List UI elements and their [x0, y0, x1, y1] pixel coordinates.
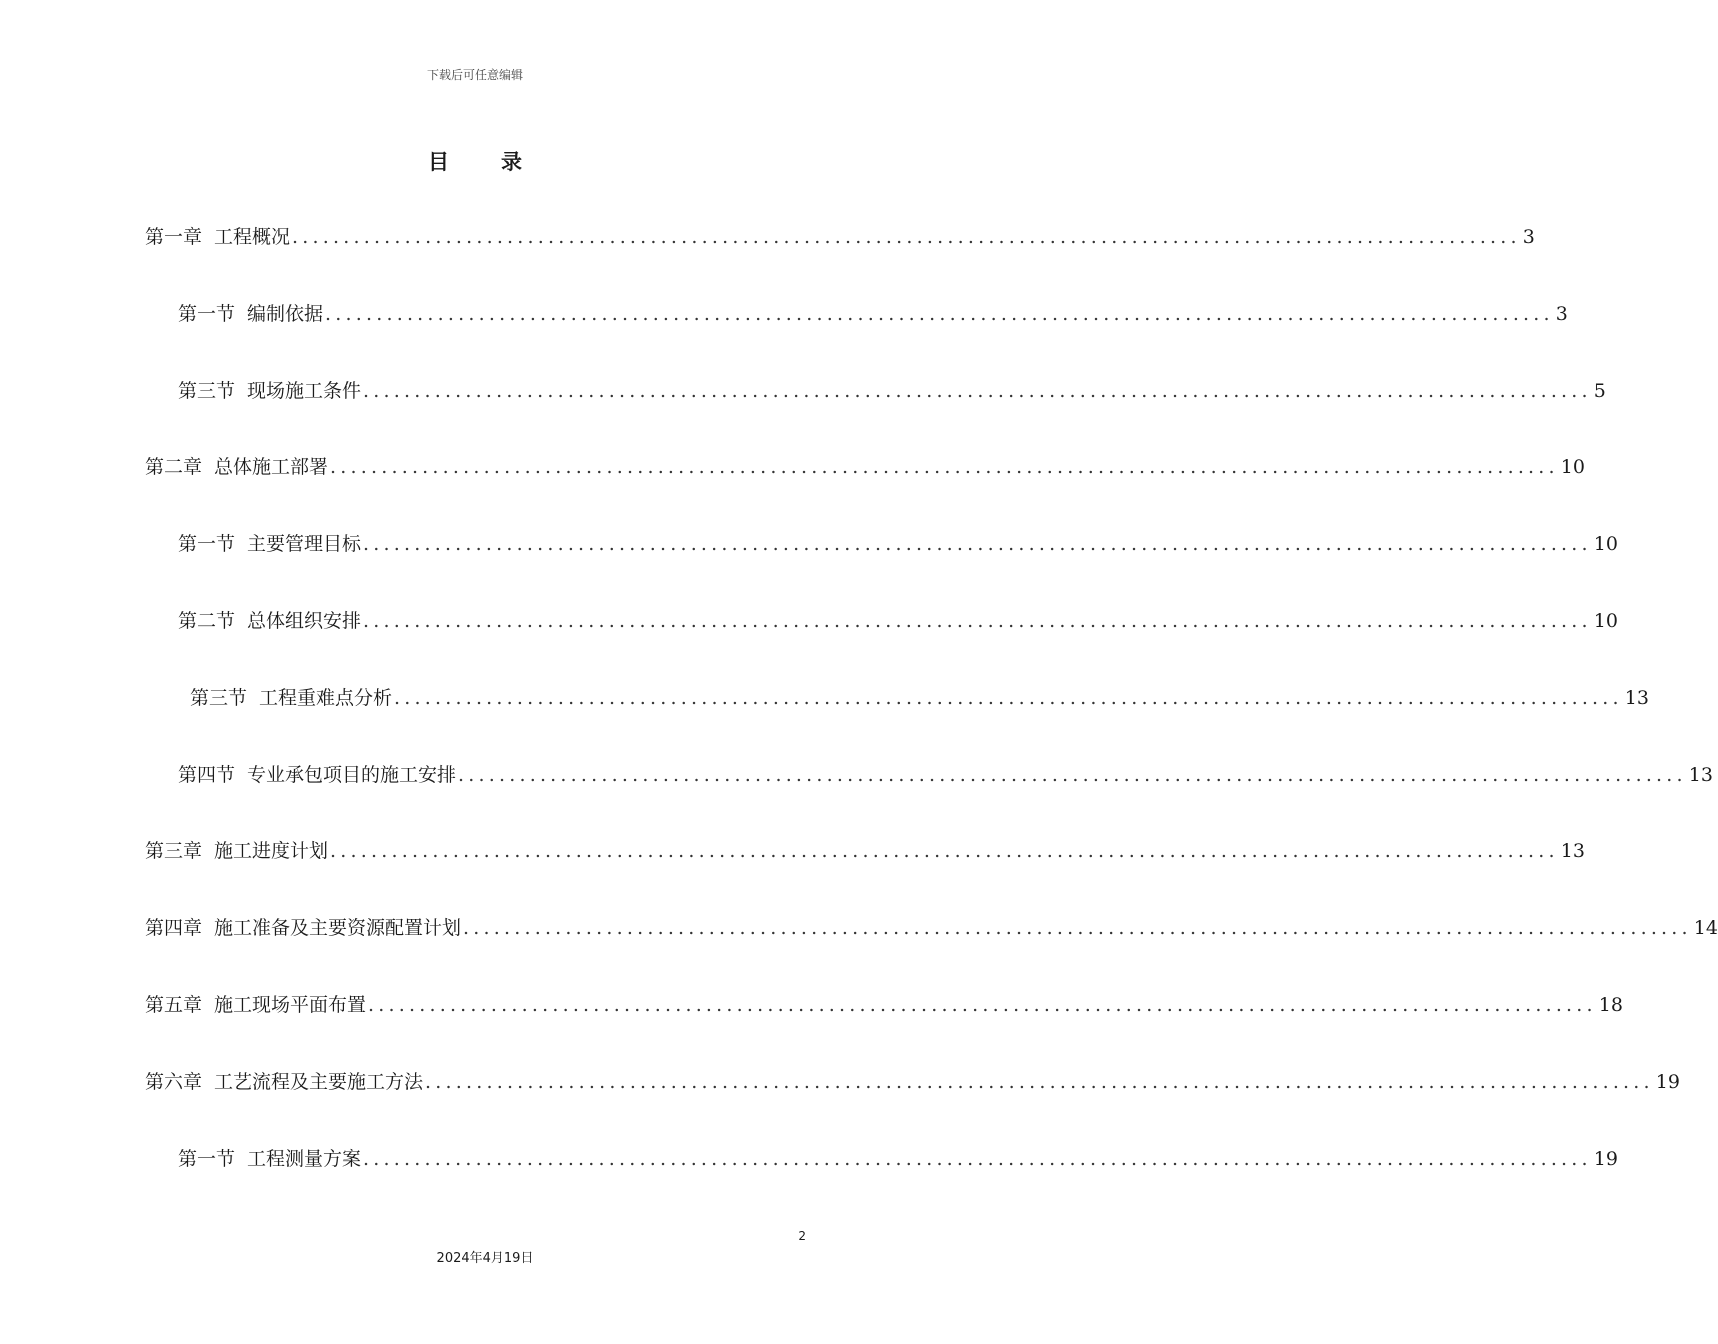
toc-entry-title: 总体施工部署 — [214, 456, 329, 478]
toc-entry-page: 14 — [1693, 917, 1718, 939]
toc-entry-label — [145, 990, 366, 1020]
toc-entry-page: 10 — [1560, 456, 1585, 478]
toc-entry[interactable] — [145, 913, 1718, 943]
toc-entry-page: 13 — [1624, 687, 1649, 709]
toc-dot-leader: ........................................................................................................................ — [458, 764, 1687, 786]
toc-entry-page: 19 — [1593, 1148, 1618, 1170]
toc-entry[interactable] — [190, 683, 1649, 713]
toc-entry-title: 工艺流程及主要施工方法 — [214, 1071, 424, 1093]
toc-title: 目录 — [428, 149, 574, 174]
footer-date: 2024年4月19日 — [436, 1251, 534, 1266]
toc-dot-leader: ........................................................................................................................ — [325, 303, 1554, 325]
toc-entry-label — [178, 376, 361, 406]
toc-entry-number: 第六章 — [145, 1071, 203, 1093]
toc-entry-title: 施工准备及主要资源配置计划 — [214, 917, 462, 939]
toc-entry-title: 编制依据 — [247, 303, 324, 325]
toc-entry[interactable] — [178, 529, 1618, 559]
toc-dot-leader: ........................................................................................................................ — [363, 610, 1592, 632]
toc-entry-label — [178, 760, 456, 790]
page-number: 2 — [798, 1229, 806, 1243]
toc-entry-label — [178, 529, 361, 559]
toc-entry-number: 第四节 — [178, 764, 236, 786]
toc-entry-page: 10 — [1593, 533, 1618, 555]
toc-dot-leader: ........................................................................................................................ — [363, 1148, 1592, 1170]
toc-dot-leader: ........................................................................................................................ — [368, 994, 1597, 1016]
toc-entry-number: 第一节 — [178, 303, 236, 325]
toc-entry-number: 第三节 — [190, 687, 248, 709]
toc-entry[interactable] — [145, 836, 1585, 866]
toc-entry-label — [178, 606, 361, 636]
toc-entry-number: 第二章 — [145, 456, 203, 478]
toc-entry-number: 第二节 — [178, 610, 236, 632]
toc-entry-title: 现场施工条件 — [247, 380, 362, 402]
toc-entry[interactable] — [145, 452, 1585, 482]
toc-entry-page: 13 — [1688, 764, 1713, 786]
toc-entry-number: 第一节 — [178, 533, 236, 555]
toc-entry-title: 工程概况 — [214, 226, 291, 248]
toc-entry-page: 5 — [1593, 380, 1606, 402]
toc-entry-label — [145, 1067, 423, 1097]
toc-dot-leader: ........................................................................................................................ — [363, 533, 1592, 555]
toc-entry-title: 工程测量方案 — [247, 1148, 362, 1170]
toc-entry-label — [145, 222, 290, 252]
toc-dot-leader: ........................................................................................................................ — [463, 917, 1692, 939]
toc-entry-title: 专业承包项目的施工安排 — [247, 764, 457, 786]
toc-entry[interactable] — [178, 376, 1606, 406]
toc-entry-number: 第四章 — [145, 917, 203, 939]
toc-entry-title: 主要管理目标 — [247, 533, 362, 555]
toc-entry-label — [145, 452, 328, 482]
toc-entry-label — [178, 1144, 361, 1174]
toc-entry-page: 19 — [1655, 1071, 1680, 1093]
toc-entry-page: 3 — [1522, 226, 1535, 248]
header-note: 下载后可任意编辑 — [426, 68, 523, 82]
toc-entry-number: 第五章 — [145, 994, 203, 1016]
toc-entry[interactable] — [178, 299, 1568, 329]
toc-entry-title: 施工现场平面布置 — [214, 994, 367, 1016]
toc-entry[interactable] — [145, 1067, 1680, 1097]
toc-entry-title: 工程重难点分析 — [259, 687, 393, 709]
toc-entry[interactable] — [145, 222, 1535, 252]
toc-entry-label — [178, 299, 323, 329]
toc-entry[interactable] — [145, 990, 1623, 1020]
toc-dot-leader: ........................................................................................................................ — [292, 226, 1521, 248]
toc-entry[interactable] — [178, 1144, 1618, 1174]
toc-entry-title: 总体组织安排 — [247, 610, 362, 632]
toc-dot-leader: ........................................................................................................................ — [394, 687, 1623, 709]
toc-entry-page: 18 — [1598, 994, 1623, 1016]
toc-dot-leader: ........................................................................................................................ — [330, 840, 1559, 862]
toc-entry-page: 3 — [1555, 303, 1568, 325]
toc-entry-label — [145, 913, 461, 943]
toc-dot-leader: ........................................................................................................................ — [330, 456, 1559, 478]
toc-entry[interactable] — [178, 606, 1618, 636]
toc-entry-number: 第一节 — [178, 1148, 236, 1170]
toc-entry-title: 施工进度计划 — [214, 840, 329, 862]
toc-entry[interactable] — [178, 760, 1713, 790]
toc-dot-leader: ........................................................................................................................ — [363, 380, 1592, 402]
toc-entry-page: 10 — [1593, 610, 1618, 632]
toc-entry-label — [145, 836, 328, 866]
toc-entry-number: 第三章 — [145, 840, 203, 862]
toc-entry-label — [190, 683, 392, 713]
toc-entry-number: 第三节 — [178, 380, 236, 402]
toc-entry-page: 13 — [1560, 840, 1585, 862]
toc-dot-leader: ........................................................................................................................ — [425, 1071, 1654, 1093]
toc-entry-number: 第一章 — [145, 226, 203, 248]
